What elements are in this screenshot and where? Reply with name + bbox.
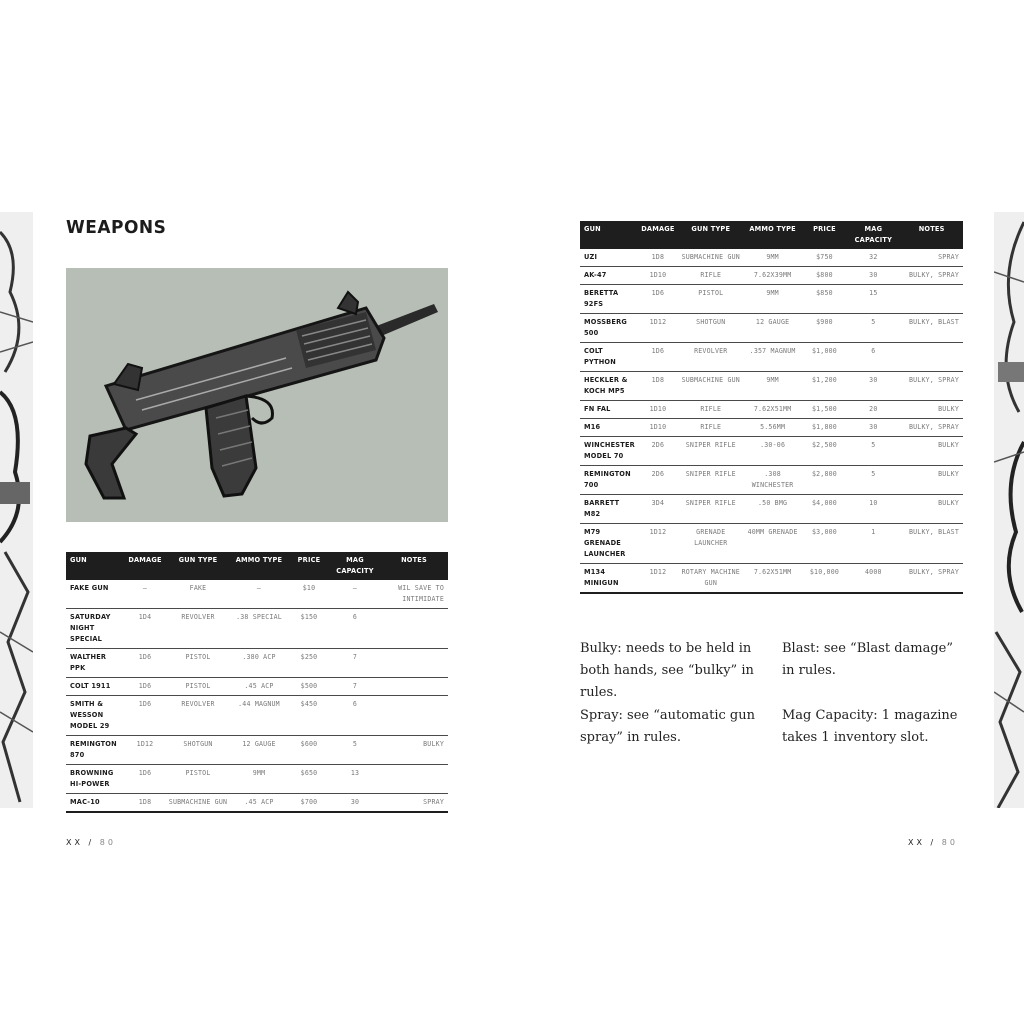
cell-ammo: 12 GAUGE bbox=[743, 314, 803, 343]
cell-notes: BULKY, BLAST bbox=[900, 524, 963, 564]
cell-price: $450 bbox=[288, 696, 330, 736]
cell-ammo: .44 MAGNUM bbox=[230, 696, 288, 736]
cell-price: $600 bbox=[288, 736, 330, 765]
cell-type: SNIPER RIFLE bbox=[679, 495, 743, 524]
table-header-row bbox=[66, 552, 448, 580]
weapons-table-left bbox=[66, 552, 448, 813]
cell-notes: BULKY, SPRAY bbox=[900, 267, 963, 285]
cell-notes: SPRAY bbox=[900, 249, 963, 267]
cell-ammo: – bbox=[230, 580, 288, 609]
folio-right bbox=[908, 838, 958, 847]
cell-type: SNIPER RIFLE bbox=[679, 466, 743, 495]
cell-damage: 1D10 bbox=[637, 267, 679, 285]
table-row bbox=[580, 495, 963, 524]
table-row bbox=[66, 649, 448, 678]
table-row bbox=[580, 419, 963, 437]
cell-mag: 5 bbox=[846, 314, 900, 343]
cell-mag: 6 bbox=[330, 696, 380, 736]
cell-mag: – bbox=[330, 580, 380, 609]
cell-mag: 20 bbox=[846, 401, 900, 419]
cell-damage: 1D12 bbox=[637, 314, 679, 343]
cell-gun: REMINGTON 870 bbox=[66, 736, 124, 765]
table-row bbox=[580, 314, 963, 343]
cell-type: REVOLVER bbox=[166, 609, 230, 649]
column-header: AMMO TYPE bbox=[230, 552, 288, 580]
table-row bbox=[66, 696, 448, 736]
cell-mag: 6 bbox=[330, 609, 380, 649]
column-header: GUN TYPE bbox=[166, 552, 230, 580]
cell-ammo: .30-06 bbox=[743, 437, 803, 466]
cell-damage: 1D6 bbox=[124, 765, 166, 794]
cell-type: GRENADE LAUNCHER bbox=[679, 524, 743, 564]
cell-ammo: .308 WINCHESTER bbox=[743, 466, 803, 495]
column-header: DAMAGE bbox=[124, 552, 166, 580]
cell-price: $650 bbox=[288, 765, 330, 794]
cell-mag: 7 bbox=[330, 678, 380, 696]
cell-damage: 1D12 bbox=[637, 564, 679, 594]
cell-mag: 30 bbox=[846, 419, 900, 437]
cell-type: SUBMACHINE GUN bbox=[679, 372, 743, 401]
cell-ammo: 12 GAUGE bbox=[230, 736, 288, 765]
cell-ammo: 7.62X51MM bbox=[743, 564, 803, 594]
table-header-row bbox=[580, 221, 963, 249]
cell-type: RIFLE bbox=[679, 419, 743, 437]
cell-type: SUBMACHINE GUN bbox=[166, 794, 230, 813]
cell-notes bbox=[380, 765, 448, 794]
cell-ammo: 5.56MM bbox=[743, 419, 803, 437]
cell-price: $800 bbox=[803, 267, 847, 285]
cell-gun: M79 GRENADE LAUNCHER bbox=[580, 524, 637, 564]
cell-ammo: 7.62X39MM bbox=[743, 267, 803, 285]
cell-gun: M134 MINIGUN bbox=[580, 564, 637, 594]
table-row bbox=[580, 401, 963, 419]
cell-mag: 5 bbox=[846, 437, 900, 466]
cell-damage: 1D8 bbox=[124, 794, 166, 813]
column-header: PRICE bbox=[288, 552, 330, 580]
table-row bbox=[66, 736, 448, 765]
cell-ammo: .50 BMG bbox=[743, 495, 803, 524]
cell-notes: BULKY, SPRAY bbox=[900, 372, 963, 401]
cell-gun: BERETTA 92FS bbox=[580, 285, 637, 314]
table-row bbox=[580, 285, 963, 314]
table-row bbox=[66, 794, 448, 813]
cell-mag: 30 bbox=[330, 794, 380, 813]
cell-type: FAKE bbox=[166, 580, 230, 609]
folio-page-number: 80 bbox=[99, 838, 116, 847]
column-header: AMMO TYPE bbox=[743, 221, 803, 249]
cell-notes: SPRAY bbox=[380, 794, 448, 813]
mag-capacity-note: Mag Capacity: 1 magazine takes 1 inventory slot. bbox=[782, 708, 958, 745]
cell-gun: FAKE GUN bbox=[66, 580, 124, 609]
cell-gun: MAC-10 bbox=[66, 794, 124, 813]
cell-gun: HECKLER & KOCH MP5 bbox=[580, 372, 637, 401]
column-header: GUN TYPE bbox=[679, 221, 743, 249]
column-header: MAG CAPACITY bbox=[846, 221, 900, 249]
cell-mag: 5 bbox=[330, 736, 380, 765]
cell-price: $1,500 bbox=[803, 401, 847, 419]
cell-type: ROTARY MACHINE GUN bbox=[679, 564, 743, 594]
cell-damage: 1D8 bbox=[637, 372, 679, 401]
cell-notes bbox=[900, 285, 963, 314]
cell-mag: 7 bbox=[330, 649, 380, 678]
table-row bbox=[580, 524, 963, 564]
table-row bbox=[66, 678, 448, 696]
cell-notes bbox=[900, 343, 963, 372]
cell-notes: WIL SAVE TO INTIMIDATE bbox=[380, 580, 448, 609]
table-row bbox=[580, 466, 963, 495]
cell-price: $4,000 bbox=[803, 495, 847, 524]
submachine-gun-illustration bbox=[66, 268, 448, 522]
cell-mag: 13 bbox=[330, 765, 380, 794]
cell-gun: REMINGTON 700 bbox=[580, 466, 637, 495]
cell-price: $850 bbox=[803, 285, 847, 314]
cell-notes: BULKY bbox=[900, 495, 963, 524]
blast-note: Blast: see “Blast damage” in rules. bbox=[782, 641, 954, 678]
cell-damage: 1D8 bbox=[637, 249, 679, 267]
cell-damage: 2D6 bbox=[637, 466, 679, 495]
cell-notes: BULKY bbox=[900, 401, 963, 419]
table-row bbox=[580, 564, 963, 594]
column-header: DAMAGE bbox=[637, 221, 679, 249]
cell-price: $150 bbox=[288, 609, 330, 649]
cell-notes bbox=[380, 696, 448, 736]
cell-price: $10,000 bbox=[803, 564, 847, 594]
cell-gun: AK-47 bbox=[580, 267, 637, 285]
cell-damage: 1D4 bbox=[124, 609, 166, 649]
cell-ammo: 9MM bbox=[230, 765, 288, 794]
table-row bbox=[66, 765, 448, 794]
cell-gun: UZI bbox=[580, 249, 637, 267]
cell-type: PISTOL bbox=[166, 649, 230, 678]
cell-notes: BULKY bbox=[380, 736, 448, 765]
cell-damage: 1D6 bbox=[637, 343, 679, 372]
cell-ammo: 40MM GRENADE bbox=[743, 524, 803, 564]
cell-notes: BULKY, SPRAY bbox=[900, 564, 963, 594]
folio-page-number: 80 bbox=[941, 838, 958, 847]
cell-gun: SATURDAY NIGHT SPECIAL bbox=[66, 609, 124, 649]
cell-mag: 6 bbox=[846, 343, 900, 372]
cell-mag: 10 bbox=[846, 495, 900, 524]
cell-notes: BULKY, SPRAY bbox=[900, 419, 963, 437]
cell-price: $1,200 bbox=[803, 372, 847, 401]
cell-price: $10 bbox=[288, 580, 330, 609]
cell-type: SNIPER RIFLE bbox=[679, 437, 743, 466]
cell-price: $3,000 bbox=[803, 524, 847, 564]
cell-damage: 1D6 bbox=[637, 285, 679, 314]
cell-type: SUBMACHINE GUN bbox=[679, 249, 743, 267]
column-header: MAG CAPACITY bbox=[330, 552, 380, 580]
cell-type: REVOLVER bbox=[679, 343, 743, 372]
cell-price: $1,800 bbox=[803, 419, 847, 437]
cell-price: $1,000 bbox=[803, 343, 847, 372]
column-header: GUN bbox=[66, 552, 124, 580]
table-row bbox=[580, 343, 963, 372]
cell-ammo: .380 ACP bbox=[230, 649, 288, 678]
cell-gun: M16 bbox=[580, 419, 637, 437]
column-header: NOTES bbox=[900, 221, 963, 249]
table-row bbox=[580, 249, 963, 267]
cell-damage: 1D10 bbox=[637, 419, 679, 437]
table-row bbox=[580, 437, 963, 466]
cell-ammo: .45 ACP bbox=[230, 678, 288, 696]
cell-mag: 32 bbox=[846, 249, 900, 267]
cell-mag: 15 bbox=[846, 285, 900, 314]
table-row bbox=[66, 580, 448, 609]
cell-price: $500 bbox=[288, 678, 330, 696]
table-row bbox=[66, 609, 448, 649]
cell-type: PISTOL bbox=[166, 765, 230, 794]
spray-note: Spray: see “automatic gun spray” in rules. bbox=[580, 708, 755, 745]
cell-ammo: .45 ACP bbox=[230, 794, 288, 813]
cell-price: $2,500 bbox=[803, 437, 847, 466]
cell-gun: BROWNING HI-POWER bbox=[66, 765, 124, 794]
cell-ammo: 9MM bbox=[743, 372, 803, 401]
cell-mag: 1 bbox=[846, 524, 900, 564]
folio-left bbox=[66, 838, 116, 847]
cell-price: $700 bbox=[288, 794, 330, 813]
page-title: WEAPONS bbox=[66, 217, 167, 239]
cell-mag: 5 bbox=[846, 466, 900, 495]
column-header: PRICE bbox=[803, 221, 847, 249]
cell-price: $750 bbox=[803, 249, 847, 267]
cell-damage: 1D10 bbox=[637, 401, 679, 419]
cell-ammo: 9MM bbox=[743, 285, 803, 314]
cell-damage: 2D6 bbox=[637, 437, 679, 466]
cell-notes: BULKY, BLAST bbox=[900, 314, 963, 343]
cell-type: SHOTGUN bbox=[679, 314, 743, 343]
column-header: GUN bbox=[580, 221, 637, 249]
cell-damage: 1D6 bbox=[124, 696, 166, 736]
bulky-note: Bulky: needs to be held in both hands, see “bulky” in rules. bbox=[580, 641, 754, 700]
cell-ammo: .357 MAGNUM bbox=[743, 343, 803, 372]
cell-price: $900 bbox=[803, 314, 847, 343]
folio-chapter: XX bbox=[908, 838, 925, 847]
folio-separator: / bbox=[88, 838, 95, 847]
cell-ammo: 7.62X51MM bbox=[743, 401, 803, 419]
cell-notes bbox=[380, 678, 448, 696]
cell-notes: BULKY bbox=[900, 466, 963, 495]
cell-gun: BARRETT M82 bbox=[580, 495, 637, 524]
cell-gun: COLT PYTHON bbox=[580, 343, 637, 372]
cell-type: PISTOL bbox=[679, 285, 743, 314]
weapons-table-right bbox=[580, 221, 963, 594]
right-edge-illustration bbox=[994, 212, 1024, 808]
cell-gun: WALTHER PPK bbox=[66, 649, 124, 678]
cell-mag: 30 bbox=[846, 372, 900, 401]
cell-notes: BULKY bbox=[900, 437, 963, 466]
column-header: NOTES bbox=[380, 552, 448, 580]
cell-mag: 4000 bbox=[846, 564, 900, 594]
cell-gun: COLT 1911 bbox=[66, 678, 124, 696]
cell-type: RIFLE bbox=[679, 401, 743, 419]
folio-chapter: XX bbox=[66, 838, 83, 847]
cell-damage: 1D12 bbox=[637, 524, 679, 564]
cell-damage: 3D4 bbox=[637, 495, 679, 524]
cell-type: SHOTGUN bbox=[166, 736, 230, 765]
cell-gun: SMITH & WESSON MODEL 29 bbox=[66, 696, 124, 736]
cell-notes bbox=[380, 609, 448, 649]
cell-type: PISTOL bbox=[166, 678, 230, 696]
cell-ammo: 9MM bbox=[743, 249, 803, 267]
cell-notes bbox=[380, 649, 448, 678]
cell-damage: – bbox=[124, 580, 166, 609]
cell-price: $250 bbox=[288, 649, 330, 678]
cell-mag: 30 bbox=[846, 267, 900, 285]
cell-gun: MOSSBERG 500 bbox=[580, 314, 637, 343]
cell-price: $2,800 bbox=[803, 466, 847, 495]
left-edge-illustration bbox=[0, 212, 33, 808]
folio-separator: / bbox=[930, 838, 937, 847]
table-row bbox=[580, 267, 963, 285]
cell-type: RIFLE bbox=[679, 267, 743, 285]
cell-gun: WINCHESTER MODEL 70 bbox=[580, 437, 637, 466]
cell-type: REVOLVER bbox=[166, 696, 230, 736]
cell-gun: FN FAL bbox=[580, 401, 637, 419]
cell-damage: 1D12 bbox=[124, 736, 166, 765]
cell-ammo: .38 SPECIAL bbox=[230, 609, 288, 649]
cell-damage: 1D6 bbox=[124, 678, 166, 696]
table-row bbox=[580, 372, 963, 401]
cell-damage: 1D6 bbox=[124, 649, 166, 678]
